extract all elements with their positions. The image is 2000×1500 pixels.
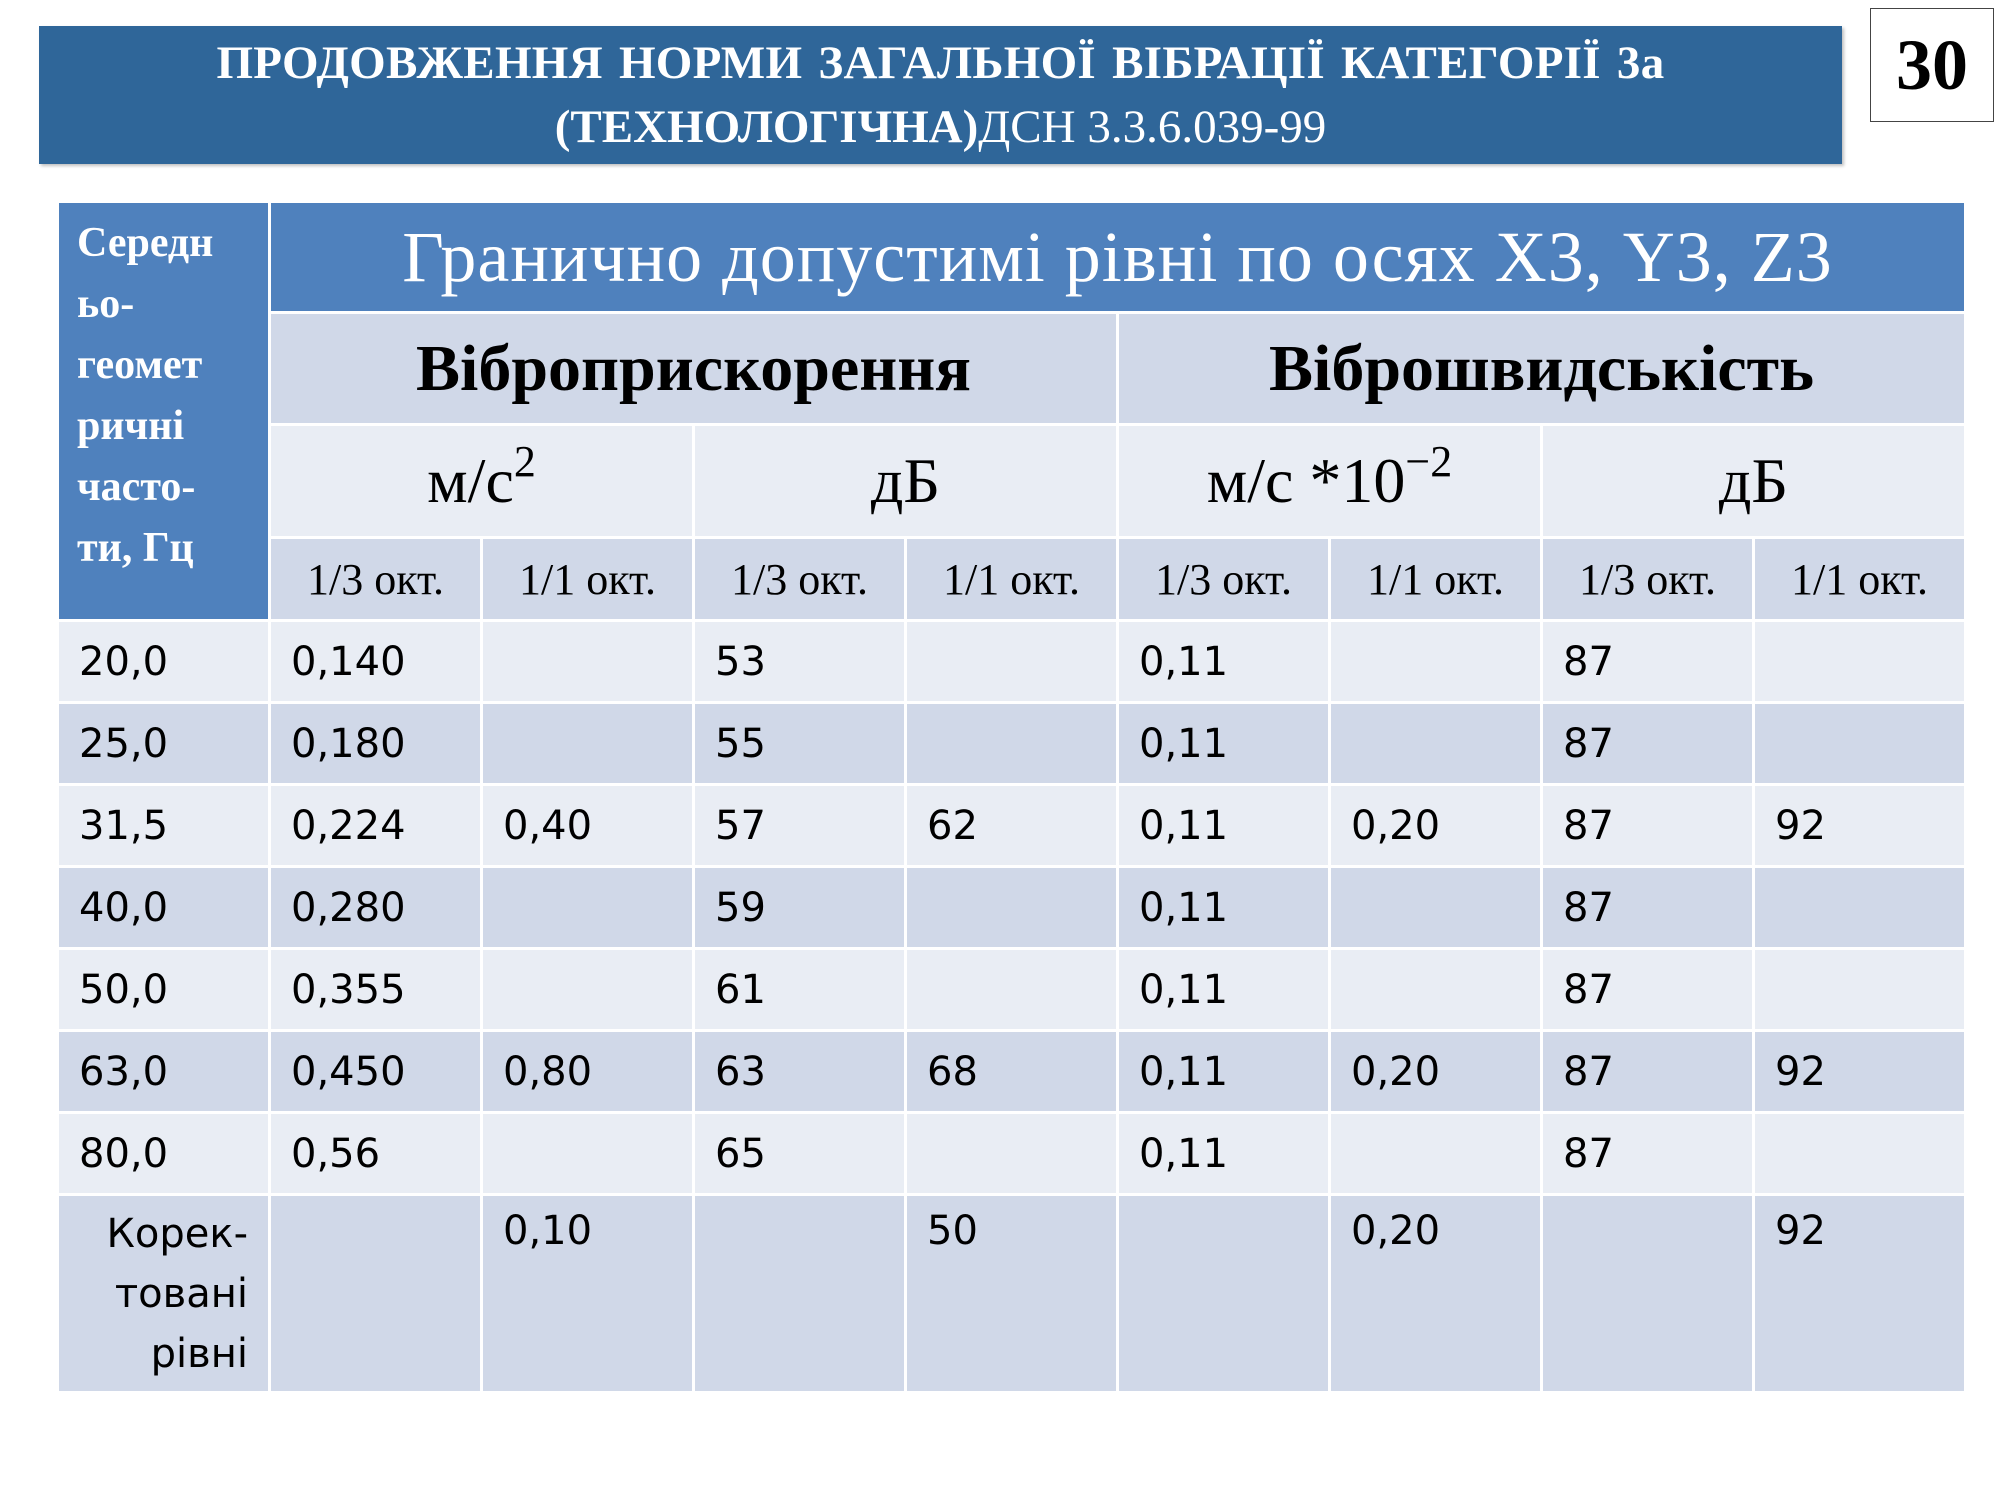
table-cell: 0,56 — [270, 1113, 482, 1195]
title-line-2 — [555, 95, 1327, 159]
table-row — [58, 1113, 1966, 1195]
table-cell: 0,20 — [1330, 1031, 1542, 1113]
frequency-cell: 50,0 — [58, 949, 270, 1031]
velocity-unit-header: м/с $*10^{-2}$ — [1118, 425, 1542, 538]
table-cell: 0,140 — [270, 621, 482, 703]
table-cell: 0,80 — [482, 1031, 694, 1113]
table-cell — [482, 1113, 694, 1195]
table-cell — [906, 621, 1118, 703]
octave-header: 1/3 окт. — [1118, 538, 1330, 621]
table-cell — [482, 949, 694, 1031]
octave-header: 1/1 окт. — [482, 538, 694, 621]
table-cell: 0,20 — [1330, 1195, 1542, 1393]
table-cell: 0,224 — [270, 785, 482, 867]
frequency-cell: 40,0 — [58, 867, 270, 949]
acceleration-group-header: Віброприскорення — [270, 313, 1118, 425]
frequency-cell: 25,0 — [58, 703, 270, 785]
table-cell: 0,40 — [482, 785, 694, 867]
table-cell — [482, 621, 694, 703]
corrected-levels-row — [58, 1195, 1966, 1393]
title-standard: ДСН 3.3.6.039-99 — [978, 101, 1327, 153]
table-cell: 0,180 — [270, 703, 482, 785]
table-cell — [1330, 703, 1542, 785]
table-row — [58, 785, 1966, 867]
velocity-db-header: дБ — [1542, 425, 1966, 538]
table-cell: 68 — [906, 1031, 1118, 1113]
table-cell — [1754, 703, 1966, 785]
table-cell: 63 — [694, 1031, 906, 1113]
table-cell: 0,355 — [270, 949, 482, 1031]
velocity-group-header: Віброшвидськість — [1118, 313, 1966, 425]
title-category: (ТЕХНОЛОГІЧНА) — [554, 101, 979, 153]
table-cell — [1754, 867, 1966, 949]
octave-header: 1/3 окт. — [694, 538, 906, 621]
table-cell: 87 — [1542, 949, 1754, 1031]
table-cell: 92 — [1754, 785, 1966, 867]
table-cell: 65 — [694, 1113, 906, 1195]
table-cell: 92 — [1754, 1031, 1966, 1113]
title-line-1: ПРОДОВЖЕННЯ НОРМИ ЗАГАЛЬНОЇ ВІБРАЦІЇ КАТЕГОРІЇ 3а — [216, 37, 1665, 89]
table-cell: 0,11 — [1118, 867, 1330, 949]
table-cell: 0,11 — [1118, 785, 1330, 867]
table-cell — [1330, 1113, 1542, 1195]
table-row — [58, 867, 1966, 949]
table-row — [58, 949, 1966, 1031]
table-cell — [482, 703, 694, 785]
table-cell — [1754, 949, 1966, 1031]
frequency-column-header: Середн ьо- геомет ричні часто- ти, Гц — [58, 202, 270, 621]
table-cell: 87 — [1542, 867, 1754, 949]
table-cell: 87 — [1542, 1031, 1754, 1113]
table-cell: 0,11 — [1118, 1113, 1330, 1195]
octave-header: 1/1 окт. — [1754, 538, 1966, 621]
table-cell: 53 — [694, 621, 906, 703]
table-cell: 87 — [1542, 703, 1754, 785]
table-cell: 0,10 — [482, 1195, 694, 1393]
table-cell — [1542, 1195, 1754, 1393]
table-cell: 0,11 — [1118, 1031, 1330, 1113]
frequency-cell: 80,0 — [58, 1113, 270, 1195]
table-cell: 62 — [906, 785, 1118, 867]
table-cell: 87 — [1542, 785, 1754, 867]
octave-header: 1/3 окт. — [1542, 538, 1754, 621]
table-cell: 0,11 — [1118, 703, 1330, 785]
slide-number: 30 — [1870, 8, 1994, 122]
corrected-levels-label: Корек- товані рівні — [58, 1195, 270, 1393]
table-cell — [1330, 621, 1542, 703]
table-cell: 0,450 — [270, 1031, 482, 1113]
table-cell — [482, 867, 694, 949]
table-cell: 55 — [694, 703, 906, 785]
table-cell: 59 — [694, 867, 906, 949]
slide-title — [39, 26, 1842, 164]
table-cell: 50 — [906, 1195, 1118, 1393]
table-row — [58, 1031, 1966, 1113]
frequency-cell: 20,0 — [58, 621, 270, 703]
table-cell — [906, 949, 1118, 1031]
table-row — [58, 703, 1966, 785]
table-cell: 0,20 — [1330, 785, 1542, 867]
table-cell — [1754, 1113, 1966, 1195]
table-cell — [1330, 949, 1542, 1031]
table-cell: 0,280 — [270, 867, 482, 949]
octave-header: 1/3 окт. — [270, 538, 482, 621]
acceleration-unit-header: $м/с^2$ — [270, 425, 694, 538]
vibration-norms-table — [56, 200, 1967, 1394]
table-cell: 92 — [1754, 1195, 1966, 1393]
table-cell — [1118, 1195, 1330, 1393]
limits-header: Гранично допустимі рівні по осях Х3, Y3, Z3 — [270, 202, 1966, 313]
table-cell — [270, 1195, 482, 1393]
table-cell: 0,11 — [1118, 949, 1330, 1031]
table-cell — [906, 867, 1118, 949]
table-cell: 61 — [694, 949, 906, 1031]
octave-header: 1/1 окт. — [1330, 538, 1542, 621]
table-cell — [906, 1113, 1118, 1195]
acceleration-db-header: дБ — [694, 425, 1118, 538]
table-cell: 57 — [694, 785, 906, 867]
table-cell: 87 — [1542, 621, 1754, 703]
frequency-cell: 31,5 — [58, 785, 270, 867]
table-cell — [1330, 867, 1542, 949]
table-cell — [694, 1195, 906, 1393]
table-cell — [1754, 621, 1966, 703]
table-cell: 87 — [1542, 1113, 1754, 1195]
table-row — [58, 621, 1966, 703]
table-cell: 0,11 — [1118, 621, 1330, 703]
frequency-cell: 63,0 — [58, 1031, 270, 1113]
octave-header: 1/1 окт. — [906, 538, 1118, 621]
table-cell — [906, 703, 1118, 785]
